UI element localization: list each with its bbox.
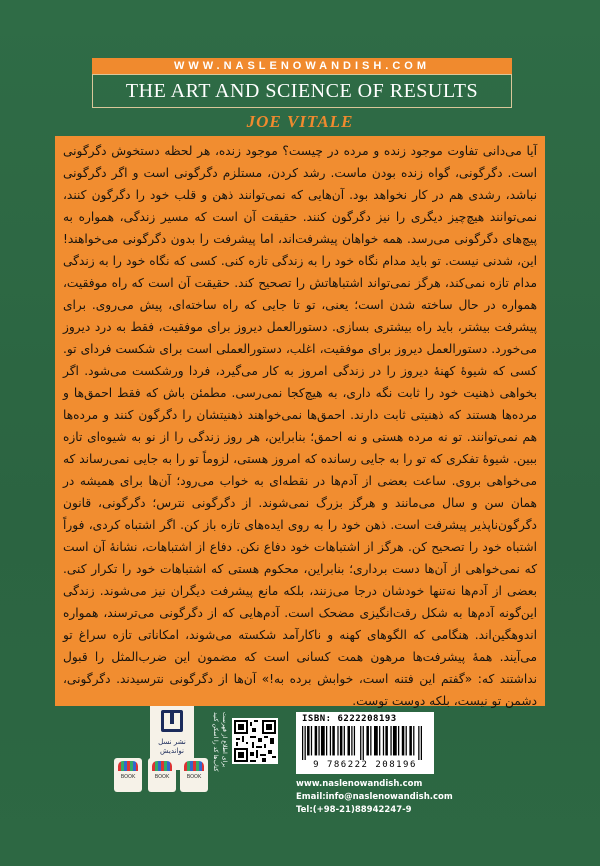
contact-info [296, 778, 466, 817]
award-badge-label: BOOK [154, 774, 170, 780]
email-link[interactable]: Email:info@naslenowandish.com [296, 792, 453, 802]
award-badge-icon [152, 761, 172, 771]
award-badge [148, 758, 176, 792]
award-badge [114, 758, 142, 792]
book-title: THE ART AND SCIENCE OF RESULTS [92, 74, 512, 108]
website-banner: WWW.NASLENOWANDISH.COM [92, 58, 512, 74]
cover-frame [60, 54, 540, 754]
phone-number: Tel:(+98-21)88942247-9 [296, 805, 412, 815]
website-link[interactable]: www.naslenowandish.com [296, 779, 423, 789]
qr-code-icon [234, 720, 276, 762]
barcode-icon [302, 726, 422, 760]
award-badge-icon [184, 761, 204, 771]
description-panel [55, 136, 545, 706]
isbn-barcode [296, 712, 434, 774]
award-badge [180, 758, 208, 792]
publisher-name: نشر نسل نواندیش [158, 738, 186, 755]
qr-code[interactable] [232, 718, 278, 764]
award-badge-icon [118, 761, 138, 771]
award-badge-label: BOOK [120, 774, 136, 780]
award-badge-label: BOOK [186, 774, 202, 780]
footer-area [0, 700, 600, 866]
author-name: JOE VITALE [246, 112, 354, 131]
isbn-digits: 9 786222 208196 [313, 760, 417, 770]
isbn-label: ISBN: 6222208193 [302, 714, 397, 724]
qr-caption: برای اطلاع از فهرست کتاب‌ها کد را اسکن کنید [212, 712, 228, 772]
description-text: آیا می‌دانی تفاوت موجود زنده و مرده در چیست؟ موجود زنده، هر لحظه دستخوش دگرگونی است. دگرگونی، گواه زنده بودن ماست. رشد کردن، مستلزم دگرگونی است و اگر دگرگونی نباشد، رشدی هم در کار نخواهد بود. آن‌هایی که نمی‌توانند ذهن و قلب خود را دگرگون کنند، نمی‌توانند هیچ‌چیز دیگری را نیز دگرگون کنند. حقیقت آن است که مسیر زندگی، همواره به پیچ‌های دگرگونی می‌رسد. همه خواهان پیشرفت‌اند، اما پیشرفت را بدون دگرگونی می‌خواهند! این، شدنی نیست. تو باید مدام نگاه خود را به زندگی تازه کنی. کسی که نگاه خود را به زندگی مدام تازه نمی‌کند، هرگز نمی‌تواند اشتباهاتش را تصحیح کند. حقیقت آن است که راه موفقیت، همواره در حال ساخته شدن است؛ یعنی، تو تا جایی که راه ساخته‌ای، پیش می‌روی. برای پیشرفت بیشتر، باید راه بیشتری بسازی. دستورالعمل دیروز برای موفقیت، فقط به درد دیروز می‌خورد. دستورالعمل دیروز برای موفقیت، اغلب، دستورالعملی است برای شکست فردای تو. کسی که شیوهٔ کهنهٔ دیروز را در زندگی امروز به کار می‌گیرد، فردا ورشکست می‌شود. اگر بخواهی ذهنیت خود را ثابت نگه داری، به هیچ‌کجا نمی‌رسی. مطمئن باش که فقط احمق‌ها و مرده‌ها هستند که ذهنیتی ثابت دارند. احمق‌ها نمی‌خواهند ذهنیتشان را دگرگون کنند و مرده‌ها هم نمی‌توانند. تو نه مرده هستی و نه احمق؛ بنابراین، هر روز زندگی را از نو به شیوه‌ای تازه ببین. شیوهٔ تفکری که تو را به جایی رسانده که امروز هستی، لزوماً تو را به جایی نمی‌رساند که می‌خواهی بروی. ساعت بعضی از آدم‌ها در نقطه‌ای به خواب می‌رود؛ آن‌ها برای همیشه در همان سن و سال می‌مانند و هرگز بزرگ نمی‌شوند. از دگرگونی نترس؛ دگرگونی، قانون دگرگون‌ناپذیر پیشرفت است. ذهن خود را به روی ایده‌های تازه باز کن. اگر اشتباه کردی، فوراً اشتباه خود را تصحیح کن. هرگز از اشتباهات خود دفاع نکن. دفاع از اشتباهات، نشانهٔ آن است که نمی‌خواهی از آن‌ها دست برداری؛ بنابراین، محکوم هستی که اشتباهات خود را تکرار کنی. بعضی از آدم‌ها نه‌تنها خودشان درجا می‌زنند، بلکه مانع پیشرفت دیگران نیز می‌شوند. زندگی این‌گونه آدم‌ها به شکل رقت‌انگیزی مضحک است. آدم‌هایی که از دگرگونی می‌ترسند، همواره اندوهگین‌اند. هنگامی که الگوهای کهنه و ناکارآمد شکسته می‌شوند، امکاناتی تازه سراغ تو می‌آیند. همهٔ پیشرفت‌ها مرهون همت کسانی است که مضمون این ضرب‌المثل را قبول نداشتند که: «گفتم این فتنه است، خوابش برده به!» آن‌ها از دگرگونی نترسیدند. دگرگونی، دشمن تو نیست، بلکه دوست توست. [63, 144, 537, 708]
publisher-logo-icon [161, 710, 183, 732]
